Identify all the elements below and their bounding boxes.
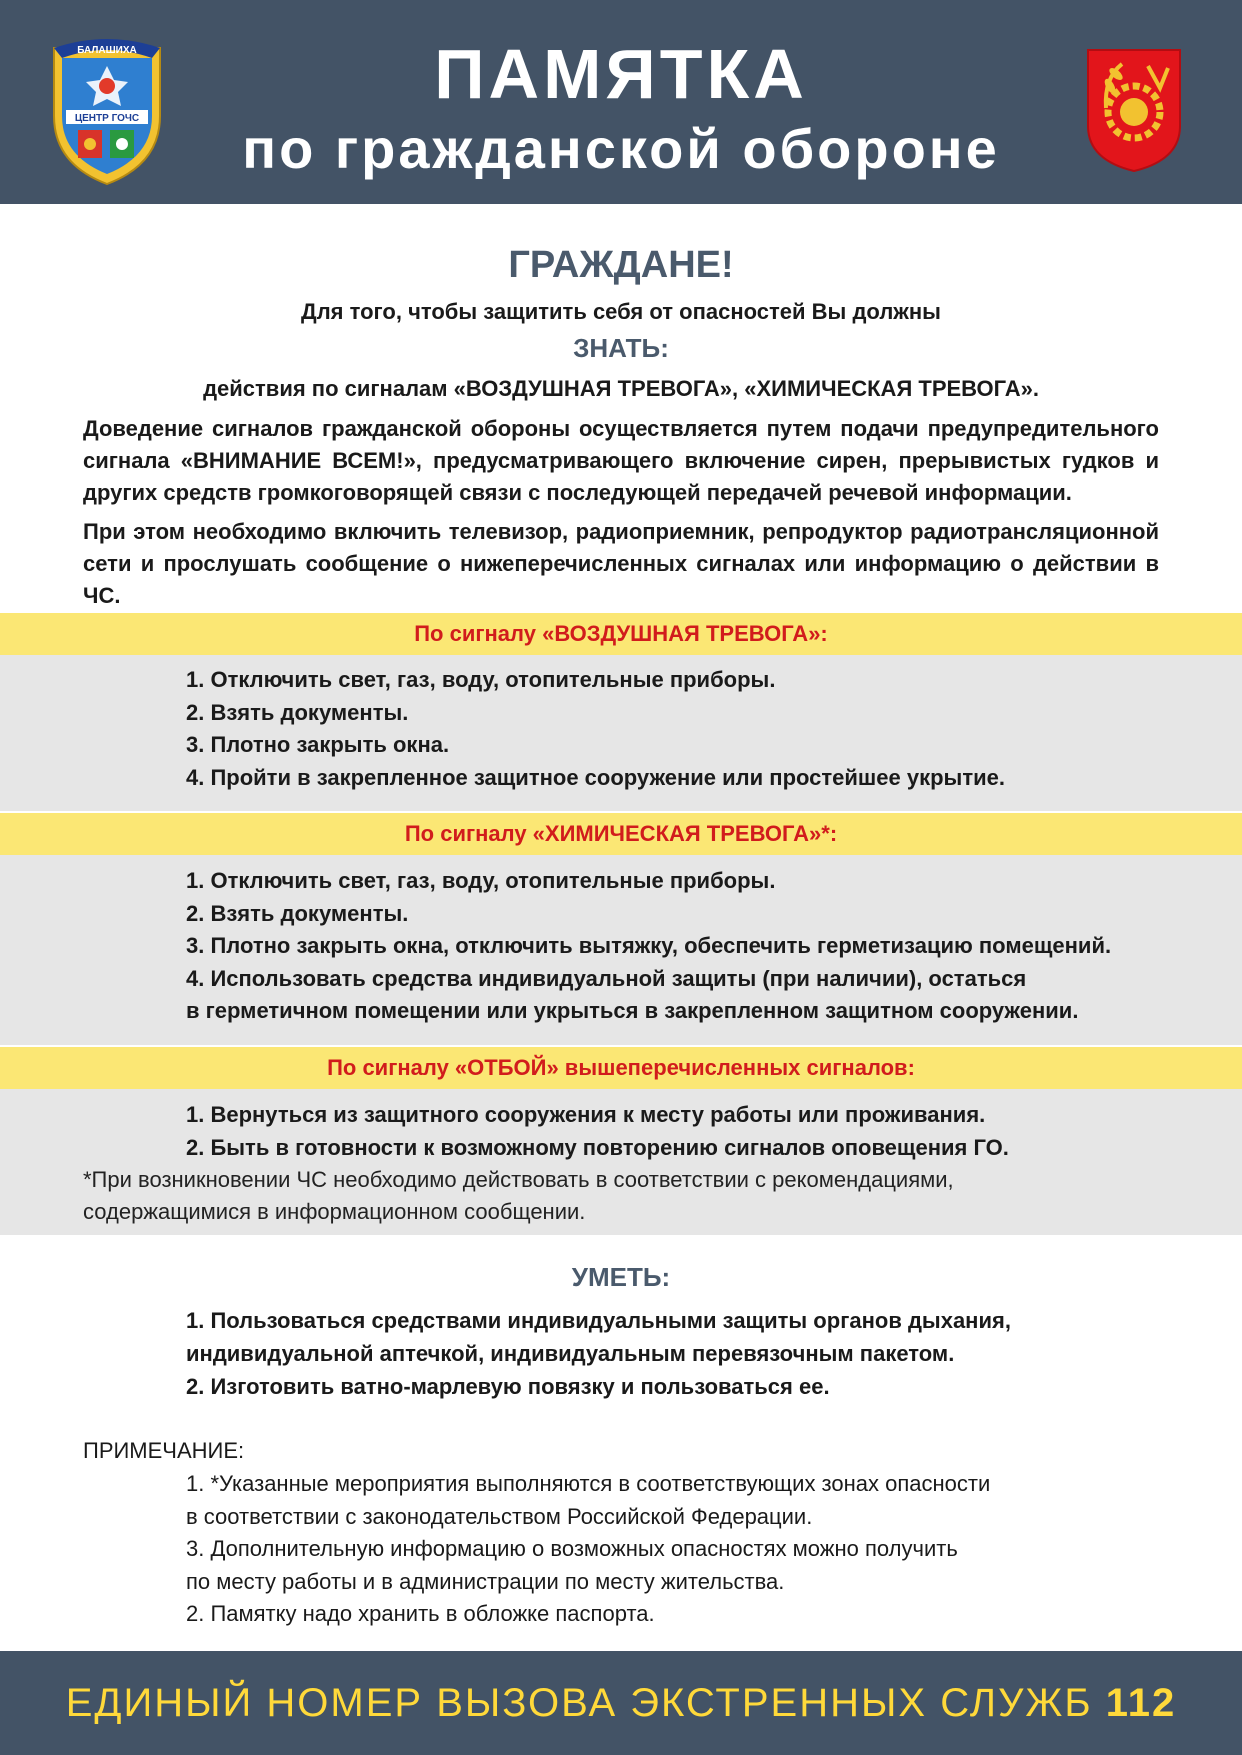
footnote-line: содержащимися в информационном сообщении. <box>83 1199 586 1224</box>
emergency-number-line <box>0 1651 1242 1755</box>
all-clear-actions-list <box>186 1099 1196 1164</box>
chemical-heading-band <box>0 813 1242 855</box>
list-item: по месту работы и в администрации по месту жительства. <box>186 1568 785 1594</box>
intro-line: Для того, чтобы защитить себя от опасностей Вы должны <box>301 299 941 324</box>
list-item: 2. Быть в готовности к возможному повторению сигналов оповещения ГО. <box>186 1134 1009 1160</box>
emergency-text: ЕДИНЫЙ НОМЕР ВЫЗОВА ЭКСТРЕННЫХ СЛУЖБ <box>65 1681 1106 1725</box>
air-raid-actions-list <box>186 664 1196 794</box>
list-item: 3. Плотно закрыть окна. <box>186 732 450 757</box>
all-clear-heading-band <box>0 1047 1242 1089</box>
note-heading: ПРИМЕЧАНИЕ: <box>83 1438 245 1463</box>
list-item: 2. Взять документы. <box>186 699 409 725</box>
list-item: в соответствии с законодательством Российской Федерации. <box>186 1503 813 1529</box>
page-title: ПАМЯТКА <box>434 35 808 113</box>
list-item: в герметичном помещении или укрыться в закрепленном защитном сооружении. <box>186 998 1079 1023</box>
list-item: 1. *Указанные мероприятия выполняются в соответствующих зонах опасности <box>186 1471 991 1496</box>
chemical-heading: По сигналу «ХИМИЧЕСКАЯ ТРЕВОГА»*: <box>404 821 838 846</box>
city-coat-of-arms-icon <box>1086 48 1182 173</box>
list-item: 1. Отключить свет, газ, воду, отопительные приборы. <box>186 667 776 692</box>
all-clear-heading: По сигналу «ОТБОЙ» вышеперечисленных сигналов: <box>327 1055 915 1080</box>
list-item: 3. Дополнительную информацию о возможных опасностях можно получить <box>186 1536 958 1561</box>
list-item: 2. Памятку надо хранить в обложке паспорта. <box>186 1601 655 1626</box>
list-item: 3. Плотно закрыть окна, отключить вытяжку, обеспечить герметизацию помещений. <box>186 933 1112 958</box>
air-raid-heading-band <box>0 613 1242 655</box>
know-heading: ЗНАТЬ: <box>573 333 669 363</box>
note-list <box>186 1468 990 1631</box>
list-item: 2. Изготовить ватно-марлевую повязку и пользоваться ее. <box>186 1374 830 1399</box>
header-banner <box>0 0 1242 204</box>
list-item: индивидуальной аптечкой, индивидуальным перевязочным пакетом. <box>186 1341 955 1366</box>
list-item: 1. Пользоваться средствами индивидуальными защиты органов дыхания, <box>186 1308 1011 1333</box>
media-paragraph: При этом необходимо включить телевизор, радиоприемник, репродуктор радиотрансляционной сети и прослушать сообщение о нижеперечисленных сигналах или информацию о действии в ЧС. <box>83 519 1159 608</box>
list-item: 4. Пройти в закрепленное защитное сооружение или простейшее укрытие. <box>186 764 1005 790</box>
page-subtitle: по гражданской обороне <box>242 117 1000 180</box>
emblem-top-text: БАЛАШИХА <box>77 45 137 56</box>
list-item: 4. Использовать средства индивидуальной защиты (при наличии), остаться <box>186 965 1027 991</box>
list-item: 1. Отключить свет, газ, воду, отопительные приборы. <box>186 868 776 893</box>
emblem-band-text: ЦЕНТР ГОЧС <box>74 113 140 124</box>
skills-list <box>186 1304 1011 1403</box>
footnote-line: *При возникновении ЧС необходимо действовать в соответствии с рекомендациями, <box>83 1167 954 1192</box>
chemical-actions-list <box>186 865 1196 1028</box>
skills-heading: УМЕТЬ: <box>571 1262 671 1292</box>
footer-banner <box>0 1651 1242 1755</box>
air-raid-heading: По сигналу «ВОЗДУШНАЯ ТРЕВОГА»: <box>414 621 828 646</box>
list-item: 2. Взять документы. <box>186 900 409 926</box>
all-clear-footnote <box>83 1164 1183 1228</box>
list-item: 1. Вернуться из защитного сооружения к месту работы или проживания. <box>186 1102 986 1127</box>
signals-paragraph: Доведение сигналов гражданской обороны осуществляется путем подачи предупредительного сигнала «ВНИМАНИЕ ВСЕМ!», предусматривающего включение сирен, прерывистых гудков и других средств громкоговорящей связи с последующей передачей речевой информации. <box>83 416 1159 505</box>
signals-line: действия по сигналам «ВОЗДУШНАЯ ТРЕВОГА», «ХИМИЧЕСКАЯ ТРЕВОГА». <box>203 376 1039 401</box>
emergency-number: 112 <box>1105 1681 1177 1725</box>
greeting-heading: ГРАЖДАНЕ! <box>508 244 734 286</box>
